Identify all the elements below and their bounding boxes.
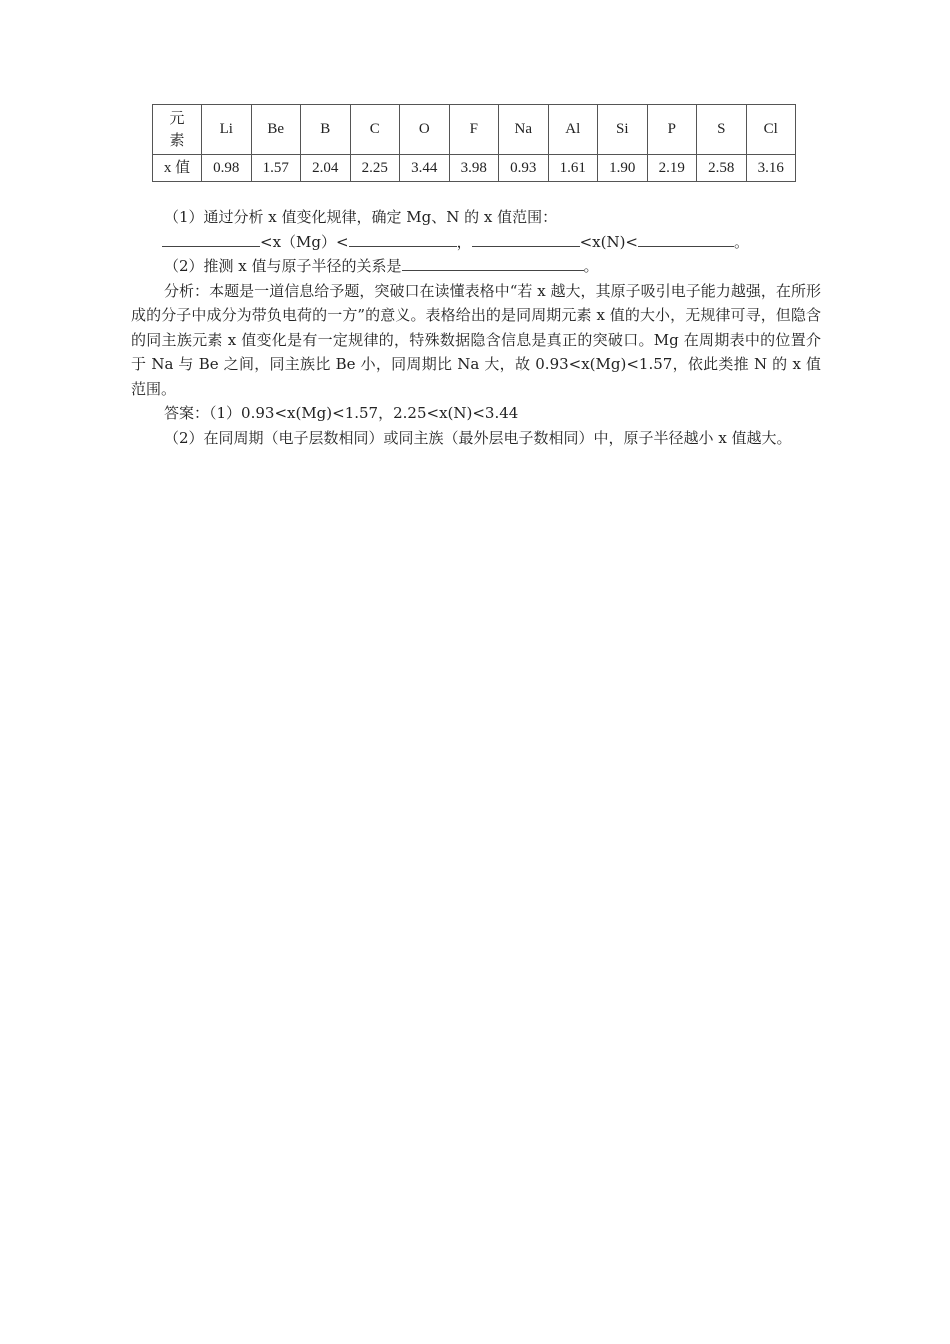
blank-field[interactable] [349, 231, 457, 247]
q2-prompt: （2）推测 x 值与原子半径的关系是 [164, 257, 402, 275]
element-cell: B [301, 105, 351, 155]
value-cell: 1.90 [598, 155, 648, 182]
element-cell: Si [598, 105, 648, 155]
element-cell: Li [202, 105, 252, 155]
q2-end: 。 [583, 257, 599, 275]
element-cell: O [400, 105, 450, 155]
value-cell: 3.44 [400, 155, 450, 182]
element-cell: Al [548, 105, 598, 155]
q1-part-b: <x(N)< [579, 232, 639, 251]
element-header-cell [153, 105, 202, 155]
value-cell: 3.16 [746, 155, 796, 182]
q1-part-a: <x（Mg）< [260, 232, 349, 251]
value-cell: 1.61 [548, 155, 598, 182]
q1-end: 。 [734, 232, 750, 251]
element-cell: Na [499, 105, 549, 155]
q2-line [131, 254, 821, 279]
q1-answer-line [131, 230, 821, 255]
element-cell: Cl [746, 105, 796, 155]
value-cell: 3.98 [449, 155, 499, 182]
blank-field[interactable] [472, 231, 580, 247]
element-row [153, 105, 796, 155]
value-header-cell: x 值 [153, 155, 202, 182]
element-cell: Be [251, 105, 301, 155]
q1-comma: ， [456, 232, 472, 251]
blank-field[interactable] [162, 231, 260, 247]
question-body [131, 205, 821, 450]
blank-field[interactable] [638, 231, 734, 247]
value-cell: 2.25 [350, 155, 400, 182]
answer-line-2: （2）在同周期（电子层数相同）或同主族（最外层电子数相同）中，原子半径越小 x 值越大。 [164, 428, 792, 447]
element-cell: F [449, 105, 499, 155]
q1-prompt: （1）通过分析 x 值变化规律，确定 Mg、N 的 x 值范围： [164, 208, 558, 226]
value-cell: 0.93 [499, 155, 549, 182]
blank-field[interactable] [402, 255, 584, 271]
element-table [152, 104, 796, 182]
value-cell: 0.98 [202, 155, 252, 182]
value-cell: 2.19 [647, 155, 697, 182]
value-cell: 1.57 [251, 155, 301, 182]
value-row [153, 155, 796, 182]
element-cell: S [697, 105, 747, 155]
answer-line-1: 答案：（1）0.93<x(Mg)<1.57，2.25<x(N)<3.44 [164, 404, 519, 422]
element-cell: P [647, 105, 697, 155]
value-cell: 2.58 [697, 155, 747, 182]
value-cell: 2.04 [301, 155, 351, 182]
header-char: 元 [169, 110, 185, 127]
element-cell: C [350, 105, 400, 155]
header-char: 素 [169, 132, 185, 149]
analysis-paragraph: 分析：本题是一道信息给予题，突破口在读懂表格中“若 x 越大，其原子吸引电子能力越强，在所形成的分子中成分为带负电荷的一方”的意义。表格给出的是同周期元素 x 值的大小，无规律可寻，但隐含的同主族元素 x 值变化是有一定规律的，特殊数据隐含信息是真正的突破口。Mg 在周期表中的位置介于 Na 与 Be 之间，同主族比 Be 小，同周期比 Na 大，故 0.93<x(Mg)<1.57，依此类推 N 的 x 值范围。 [131, 281, 821, 398]
